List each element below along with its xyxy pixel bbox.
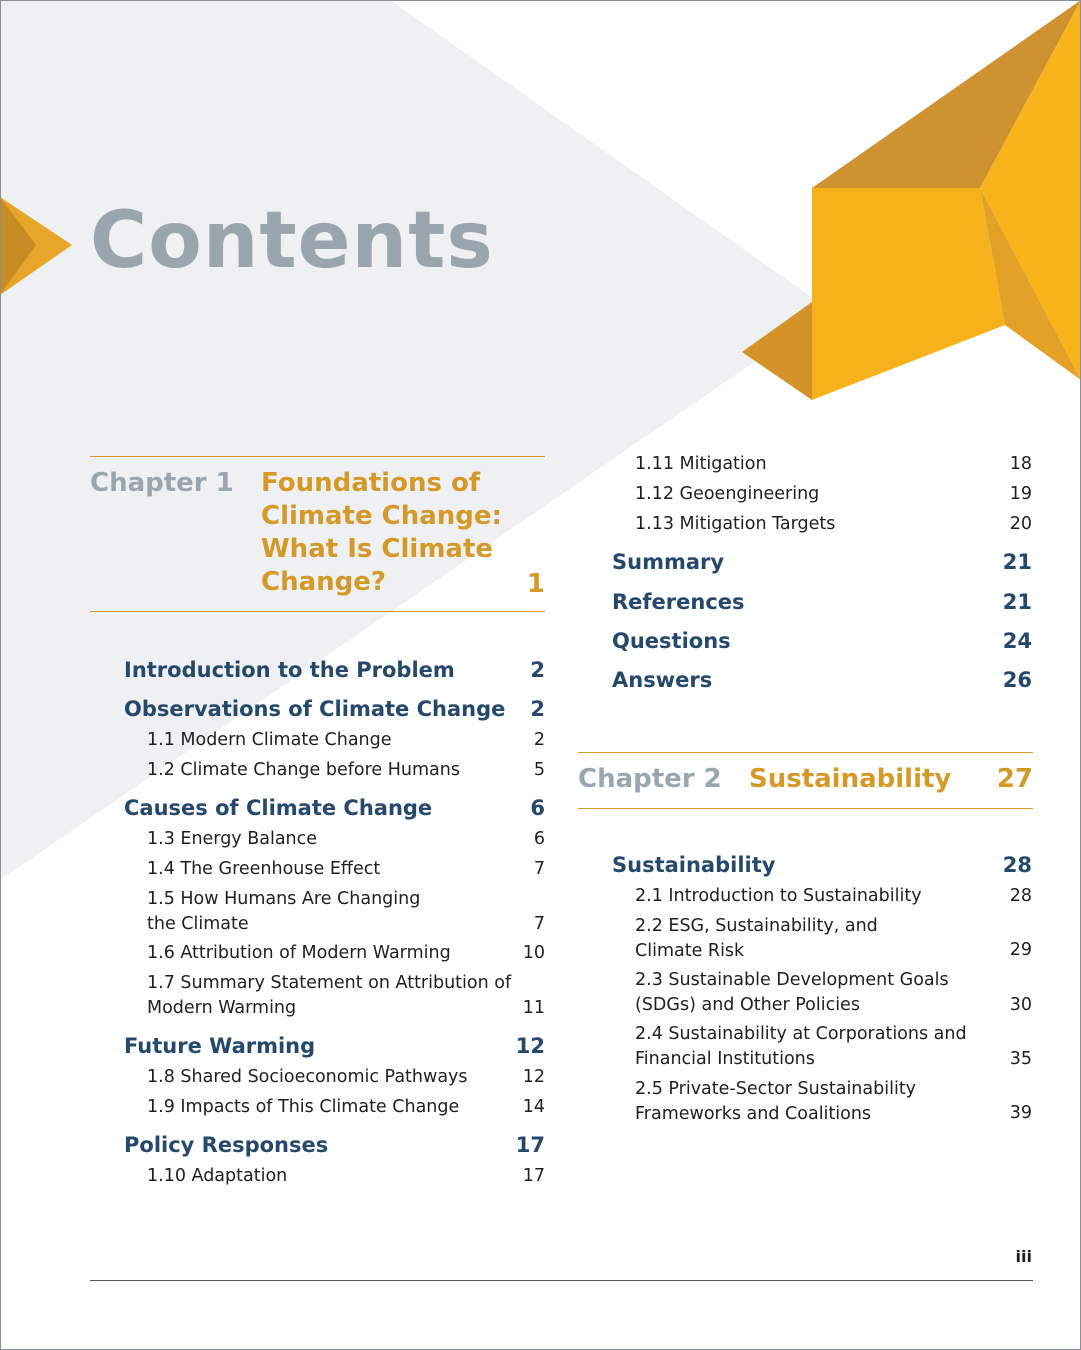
toc-item-1-5[interactable]: 1.5 How Humans Are Changing the Climate xyxy=(147,889,421,934)
toc-section-summary[interactable]: Summary xyxy=(612,550,725,574)
toc-page-number: 2 xyxy=(533,730,545,750)
toc-item-1-11[interactable]: 1.11 Mitigation xyxy=(635,454,767,474)
page-folio: iii xyxy=(1015,1247,1032,1266)
chapter2-title[interactable]: Sustainability xyxy=(749,764,952,794)
toc-page-number: 14 xyxy=(522,1097,545,1117)
toc-page-number: 12 xyxy=(522,1067,545,1087)
toc-page-number: 35 xyxy=(1009,1049,1032,1069)
toc-section-introduction[interactable]: Introduction to the Problem xyxy=(124,658,455,682)
toc-page-number: 28 xyxy=(1002,853,1032,877)
toc-page-number: 29 xyxy=(1009,940,1032,960)
toc-item-1-12[interactable]: 1.12 Geoengineering xyxy=(635,484,820,504)
chapter1-label: Chapter 1 xyxy=(90,468,234,498)
toc-section-sustainability[interactable]: Sustainability xyxy=(612,853,776,877)
toc-page-number: 2 xyxy=(530,697,545,721)
toc-item-1-10[interactable]: 1.10 Adaptation xyxy=(147,1166,288,1186)
toc-item-1-8[interactable]: 1.8 Shared Socioeconomic Pathways xyxy=(147,1067,468,1087)
toc-item-2-1[interactable]: 2.1 Introduction to Sustainability xyxy=(635,886,922,906)
toc-section-causes[interactable]: Causes of Climate Change xyxy=(124,796,433,820)
toc-page-number: 10 xyxy=(522,943,545,963)
chapter2-label: Chapter 2 xyxy=(578,764,722,794)
footer-rule xyxy=(90,1280,1033,1281)
toc-item-1-7[interactable]: 1.7 Summary Statement on Attribution of Modern Warming xyxy=(147,973,512,1018)
toc-page-number: 7 xyxy=(533,914,545,934)
toc-section-policy-responses[interactable]: Policy Responses xyxy=(124,1133,329,1157)
toc-page-number: 21 xyxy=(1002,550,1032,574)
toc-page-number: 24 xyxy=(1002,629,1032,653)
toc-section-answers[interactable]: Answers xyxy=(612,668,713,692)
toc-item-1-3[interactable]: 1.3 Energy Balance xyxy=(147,829,318,849)
chapter1-title[interactable]: Foundations of Climate Change: What Is Climate Change? xyxy=(261,468,502,597)
toc-item-1-2[interactable]: 1.2 Climate Change before Humans xyxy=(147,760,460,780)
toc-page-number: 19 xyxy=(1009,484,1032,504)
toc-section-future-warming[interactable]: Future Warming xyxy=(124,1034,316,1058)
toc-item-2-3[interactable]: 2.3 Sustainable Development Goals (SDGs) and Other Policies xyxy=(635,970,949,1015)
toc-page-number: 26 xyxy=(1002,668,1032,692)
toc-page-number: 12 xyxy=(515,1034,545,1058)
toc-section-references[interactable]: References xyxy=(612,590,745,614)
toc-page-number: 30 xyxy=(1009,995,1032,1015)
toc-item-1-4[interactable]: 1.4 The Greenhouse Effect xyxy=(147,859,381,879)
toc-section-questions[interactable]: Questions xyxy=(612,629,731,653)
chapter2-bottom-rule xyxy=(578,808,1033,809)
toc-page-number: 5 xyxy=(533,760,545,780)
toc-item-2-2[interactable]: 2.2 ESG, Sustainability, and Climate Risk xyxy=(635,916,878,961)
toc-item-2-5[interactable]: 2.5 Private-Sector Sustainability Frameworks and Coalitions xyxy=(635,1079,917,1124)
toc-page-number: 21 xyxy=(1002,590,1032,614)
toc-page-number: 11 xyxy=(522,998,545,1018)
toc-item-1-1[interactable]: 1.1 Modern Climate Change xyxy=(147,730,392,750)
chapter2-top-rule xyxy=(578,752,1033,753)
toc-section-observations[interactable]: Observations of Climate Change xyxy=(124,697,506,721)
toc-page-number: 2 xyxy=(530,658,545,682)
toc-page-number: 39 xyxy=(1009,1103,1032,1123)
toc-page-number: 7 xyxy=(533,859,545,879)
toc-page-number: 17 xyxy=(522,1166,545,1186)
toc-page-number: 6 xyxy=(530,796,545,820)
toc-page-number: 28 xyxy=(1009,886,1032,906)
toc-item-1-6[interactable]: 1.6 Attribution of Modern Warming xyxy=(147,943,451,963)
chapter1-page: 1 xyxy=(526,569,545,599)
chapter1-top-rule xyxy=(90,456,545,457)
toc-page-number: 17 xyxy=(515,1133,545,1157)
toc-page-number: 6 xyxy=(533,829,545,849)
toc-page-number: 18 xyxy=(1009,454,1032,474)
chapter1-bottom-rule xyxy=(90,611,545,612)
gold-facet-front-shape xyxy=(812,188,1005,400)
toc-page-number: 20 xyxy=(1009,514,1032,534)
toc-item-2-4[interactable]: 2.4 Sustainability at Corporations and Financial Institutions xyxy=(635,1024,967,1069)
toc-item-1-9[interactable]: 1.9 Impacts of This Climate Change xyxy=(147,1097,460,1117)
chapter2-page: 27 xyxy=(996,764,1033,794)
toc-item-1-13[interactable]: 1.13 Mitigation Targets xyxy=(635,514,836,534)
page-title: Contents xyxy=(90,196,494,286)
